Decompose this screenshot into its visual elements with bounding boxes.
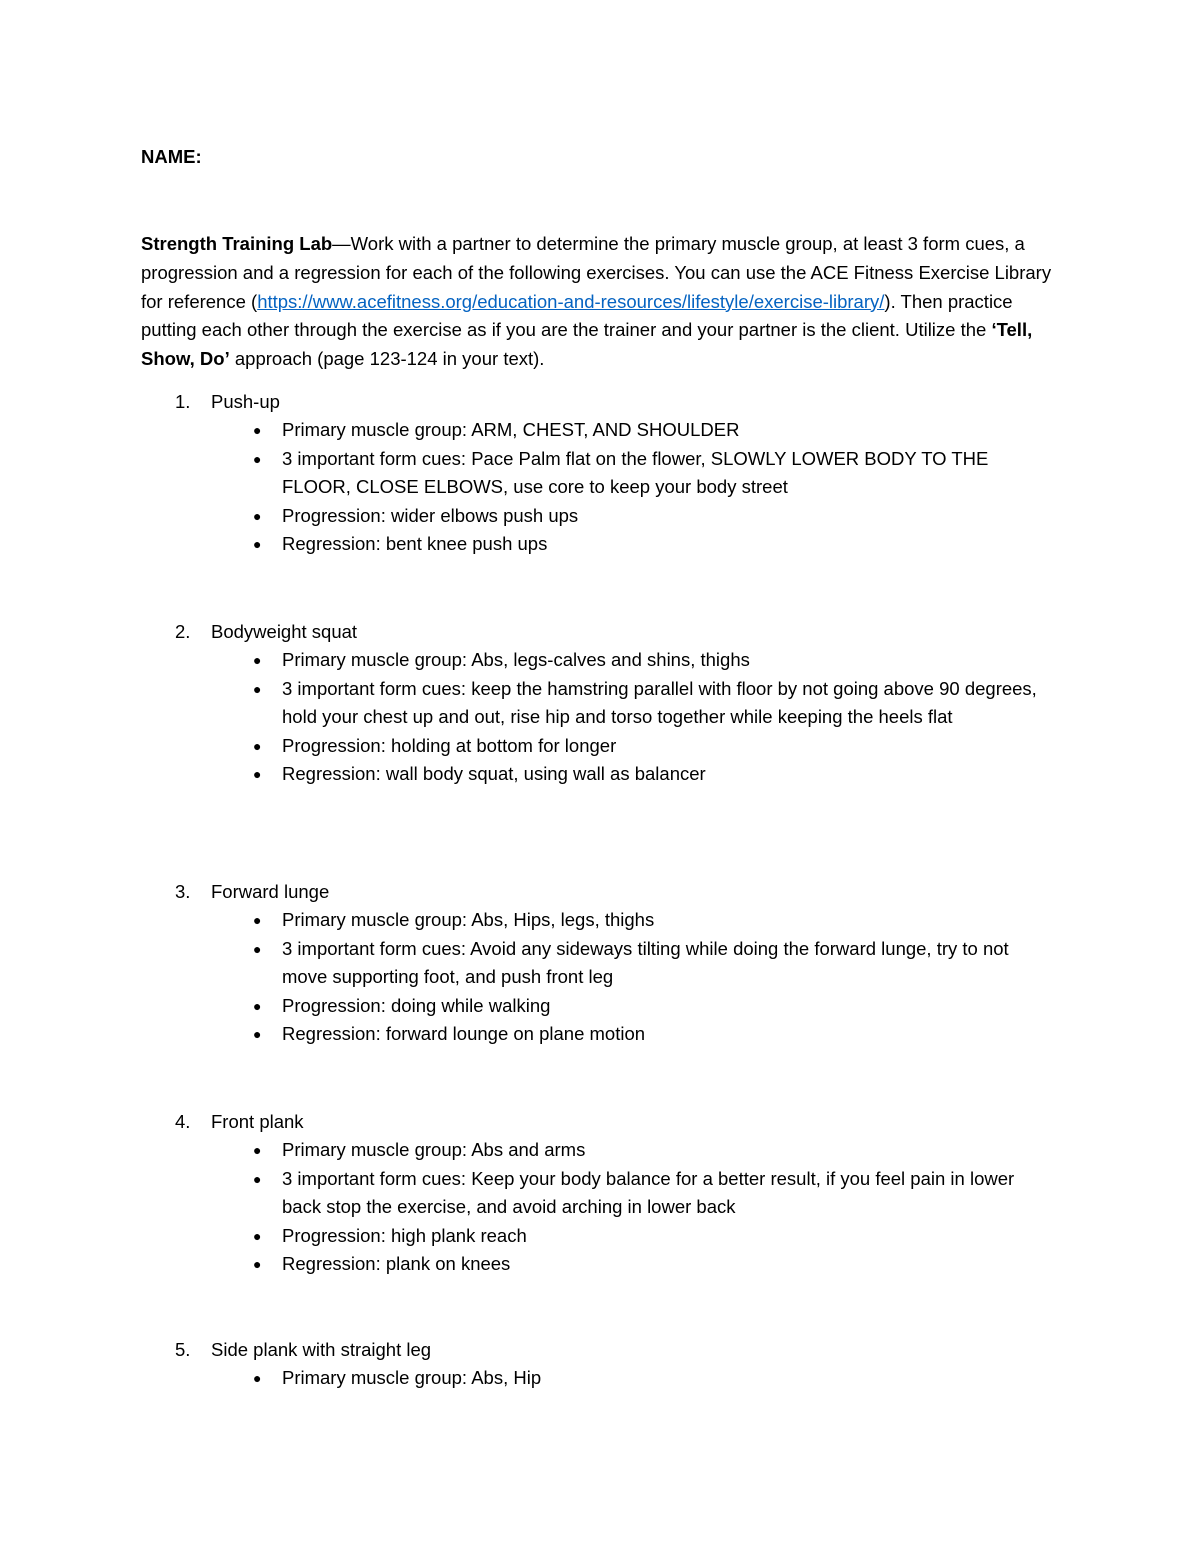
item-value: doing while walking	[391, 994, 551, 1016]
list-item	[141, 1165, 1052, 1222]
list-item	[141, 416, 1052, 445]
exercise-name: Side plank with straight leg	[211, 1339, 432, 1360]
item-value: wider elbows push ups	[391, 504, 579, 526]
list-item	[141, 1222, 1052, 1251]
exercise-name: Push-up	[211, 391, 280, 412]
exercise-name: Forward lunge	[211, 881, 330, 902]
exercise-heading	[141, 617, 1061, 646]
exercise-number: 4.	[175, 1111, 191, 1132]
bullet-icon: ●	[253, 912, 262, 928]
bullet-icon: ●	[253, 1227, 262, 1244]
item-label: Progression:	[282, 734, 391, 756]
item-value: Abs, Hip	[471, 1367, 542, 1388]
item-label: Regression:	[282, 1023, 386, 1044]
item-value: Keep your body balance for a better result, if you feel pain in lower back stop the exercise, and avoid arching in lower back	[282, 1167, 1015, 1217]
item-value: Abs and arms	[471, 1139, 586, 1160]
item-label: Primary muscle group:	[282, 1367, 472, 1388]
item-label: 3 important form cues:	[282, 937, 471, 959]
bullet-icon: ●	[253, 680, 262, 697]
list-item	[141, 675, 1052, 732]
exercise-heading	[141, 1107, 1061, 1136]
exercise-heading	[141, 877, 1061, 906]
item-value: keep the hamstring parallel with floor by not going above 90 degrees, hold your chest up and out, rise hip and torso together while keeping the heels flat	[282, 677, 1037, 727]
list-item	[141, 445, 1052, 502]
item-label: Primary muscle group:	[282, 649, 472, 670]
exercise-section	[141, 1107, 1061, 1279]
list-item	[141, 646, 1052, 675]
bullet-icon: ●	[253, 940, 262, 957]
lab-title: Strength Training Lab	[141, 233, 333, 254]
item-label: 3 important form cues:	[282, 1167, 472, 1189]
bullet-icon: ●	[253, 450, 262, 467]
item-value: holding at bottom for longer	[391, 734, 617, 756]
bullet-icon: ●	[253, 1256, 262, 1272]
list-item	[141, 530, 1052, 559]
item-value: Pace Palm flat on the flower, SLOWLY LOWER BODY TO THE FLOOR, CLOSE ELBOWS, use core to keep your body street	[282, 447, 989, 497]
exercise-detail-list	[141, 646, 1061, 789]
bullet-icon: ●	[253, 652, 262, 668]
list-item	[141, 992, 1052, 1021]
exercise-number: 3.	[175, 881, 191, 902]
intro-text-1: Work with a partner to determine the primary muscle group, at least 3 form cues, a progression and a regression for each of the following exercises. You can use the ACE Fitness Exercise Library for reference (	[141, 233, 1052, 312]
exercise-heading	[141, 387, 1061, 416]
exercise-number: 2.	[175, 621, 191, 642]
exercise-name: Front plank	[211, 1111, 304, 1132]
list-item	[141, 1364, 1052, 1393]
item-value: wall body squat, using wall as balancer	[385, 763, 706, 784]
bullet-icon: ●	[253, 536, 262, 552]
item-label: Regression:	[282, 533, 386, 554]
bullet-icon: ●	[253, 1370, 262, 1386]
item-label: 3 important form cues:	[282, 677, 472, 699]
exercise-heading	[141, 1335, 1061, 1364]
list-item	[141, 1250, 1052, 1279]
item-label: Regression:	[282, 763, 386, 784]
item-label: Regression:	[282, 1253, 386, 1274]
title-dash: —	[332, 233, 351, 254]
bullet-icon: ●	[253, 1026, 262, 1042]
item-value: Avoid any sideways tilting while doing the forward lunge, try to not move supporting foot, and push front leg	[282, 937, 1009, 987]
item-value: bent knee push ups	[385, 533, 548, 554]
intro-text-3: approach (page 123-124 in your text).	[229, 348, 545, 370]
list-item	[141, 1136, 1052, 1165]
exercise-name: Bodyweight squat	[211, 621, 358, 642]
exercise-section	[141, 877, 1061, 1049]
list-item	[141, 760, 1052, 789]
item-label: Primary muscle group:	[282, 419, 472, 440]
exercise-detail-list	[141, 416, 1061, 559]
exercise-number: 1.	[175, 391, 191, 412]
item-label: Progression:	[282, 504, 391, 526]
bullet-icon: ●	[253, 507, 262, 524]
exercise-section	[141, 1335, 1061, 1393]
bullet-icon: ●	[253, 766, 262, 782]
exercise-detail-list	[141, 906, 1061, 1049]
bullet-icon: ●	[253, 1170, 262, 1187]
item-value: Abs, Hips, legs, thighs	[471, 909, 655, 930]
exercise-section	[141, 617, 1061, 789]
name-label: NAME:	[141, 146, 202, 167]
list-item	[141, 502, 1052, 531]
item-value: ARM, CHEST, AND SHOULDER	[471, 419, 740, 440]
item-label: Progression:	[282, 994, 391, 1016]
item-value: plank on knees	[385, 1253, 511, 1274]
item-label: Progression:	[282, 1224, 391, 1246]
item-label: 3 important form cues:	[282, 447, 472, 469]
item-value: Abs, legs-calves and shins, thighs	[471, 649, 750, 670]
item-label: Primary muscle group:	[282, 1139, 472, 1160]
item-value: high plank reach	[391, 1224, 527, 1246]
exercise-number: 5.	[175, 1339, 191, 1360]
bullet-icon: ●	[253, 422, 262, 438]
bullet-icon: ●	[253, 737, 262, 754]
bullet-icon: ●	[253, 1142, 262, 1158]
item-label: Primary muscle group:	[282, 909, 472, 930]
exercise-section	[141, 387, 1061, 559]
list-item	[141, 935, 1052, 992]
ace-library-link[interactable]: https://www.acefitness.org/education-and-resources/lifestyle/exercise-library/	[257, 290, 885, 312]
exercise-detail-list	[141, 1364, 1061, 1393]
exercise-detail-list	[141, 1136, 1061, 1279]
list-item	[141, 1020, 1052, 1049]
item-value: forward lounge on plane motion	[385, 1023, 646, 1044]
list-item	[141, 732, 1052, 761]
intro-text-2: ). Then practice putting each other through the exercise as if you are the trainer and your partner is the client. Utilize the	[141, 290, 1013, 341]
tell-show-do-emphasis: ‘Tell, Show, Do’	[141, 319, 1033, 370]
bullet-icon: ●	[253, 997, 262, 1014]
list-item	[141, 906, 1052, 935]
intro-paragraph	[141, 230, 1061, 374]
